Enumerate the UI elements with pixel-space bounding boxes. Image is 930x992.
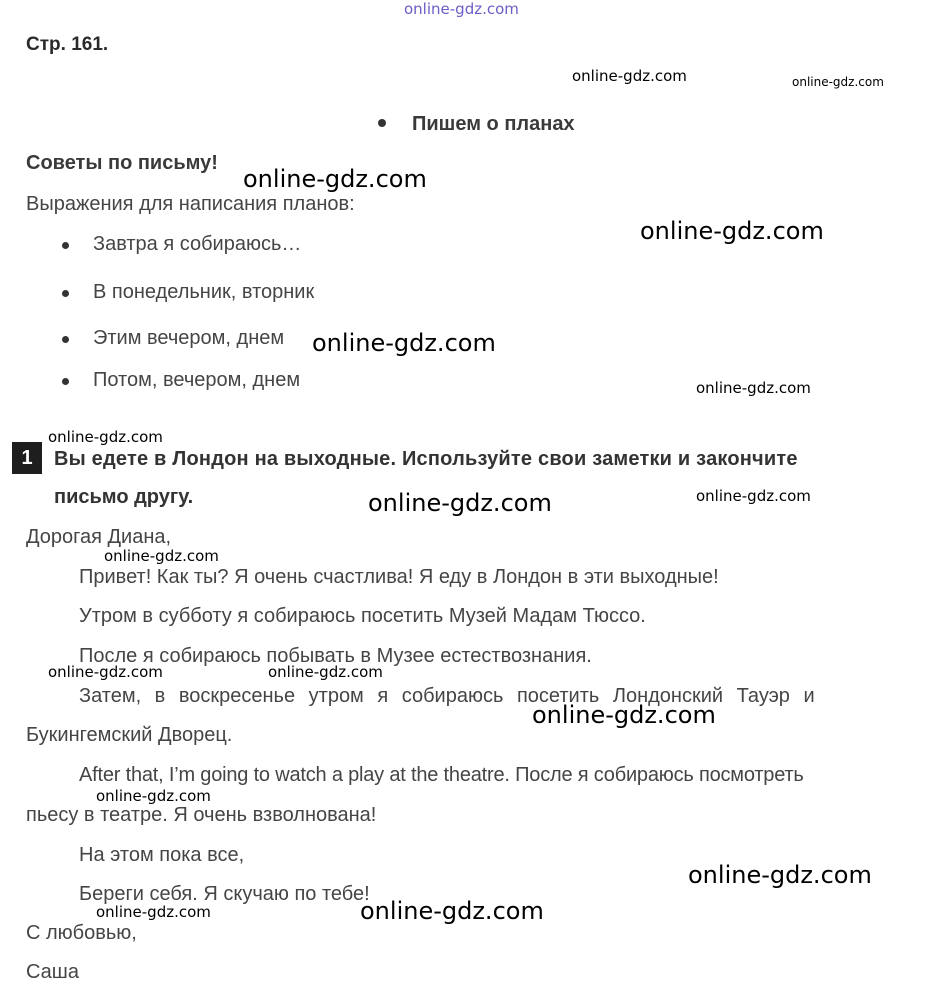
letter-paragraph: После я собираюсь побывать в Музее естествознания.: [79, 645, 592, 667]
watermark: online-gdz.com: [696, 487, 811, 505]
bullet-icon: [62, 242, 69, 249]
list-item-text: Завтра я собираюсь…: [93, 233, 302, 255]
letter-paragraph-continued: Букингемский Дворец.: [26, 724, 233, 746]
expressions-intro: Выражения для написания планов:: [26, 193, 355, 215]
watermark: online-gdz.com: [48, 428, 163, 446]
watermark: online-gdz.com: [640, 217, 824, 245]
watermark: online-gdz.com: [688, 861, 872, 889]
list-item: [62, 281, 314, 304]
watermark: online-gdz.com: [368, 489, 552, 517]
letter-closing: С любовью,: [26, 922, 137, 944]
list-item-text: Потом, вечером, днем: [93, 369, 301, 391]
list-item-text: Этим вечером, днем: [93, 327, 285, 349]
section-title: [378, 113, 575, 136]
page-label: Стр. 161.: [26, 34, 109, 55]
letter-paragraph: На этом пока все,: [79, 844, 245, 866]
letter-paragraph-continued: пьесу в театре. Я очень взволнована!: [26, 804, 377, 826]
list-item-text: В понедельник, вторник: [93, 281, 315, 303]
watermark: online-gdz.com: [792, 75, 884, 89]
letter-paragraph: After that, I’m going to watch a play at the theatre. После я собираюсь посмотреть: [79, 764, 804, 786]
task-number-badge: 1: [12, 442, 42, 474]
list-item: [62, 233, 301, 256]
bullet-icon: [62, 290, 69, 297]
section-title-text: Пишем о планах: [412, 113, 575, 135]
letter-greeting: Дорогая Диана,: [26, 526, 172, 548]
list-item: [62, 369, 300, 392]
watermark: online-gdz.com: [104, 547, 219, 565]
letter-paragraph: Утром в субботу я собираюсь посетить Музей Мадам Тюссо.: [79, 605, 646, 627]
watermark: online-gdz.com: [243, 165, 427, 193]
letter-signature: Саша: [26, 961, 79, 983]
watermark: online-gdz.com: [572, 67, 687, 85]
task-instruction-line2: письмо другу.: [54, 486, 194, 508]
watermark: online-gdz.com: [96, 787, 211, 805]
watermark: online-gdz.com: [532, 701, 716, 729]
task-instruction-line1: Вы едете в Лондон на выходные. Используйте свои заметки и закончите: [54, 448, 798, 470]
watermark: online-gdz.com: [312, 329, 496, 357]
letter-paragraph: Затем, в воскресенье утром я собираюсь посетить Лондонский Тауэр и: [79, 685, 815, 707]
tips-heading: Советы по письму!: [26, 152, 218, 174]
list-item: [62, 327, 284, 350]
bullet-icon: [62, 336, 69, 343]
bullet-icon: [378, 119, 386, 127]
watermark: online-gdz.com: [696, 379, 811, 397]
watermark: online-gdz.com: [360, 897, 544, 925]
watermark: online-gdz.com: [96, 903, 211, 921]
watermark-top: online-gdz.com: [404, 0, 519, 18]
letter-paragraph: Береги себя. Я скучаю по тебе!: [79, 883, 370, 905]
watermark: online-gdz.com: [48, 663, 163, 681]
letter-paragraph: Привет! Как ты? Я очень счастлива! Я еду в Лондон в эти выходные!: [79, 566, 719, 588]
watermark: online-gdz.com: [268, 663, 383, 681]
bullet-icon: [62, 378, 69, 385]
